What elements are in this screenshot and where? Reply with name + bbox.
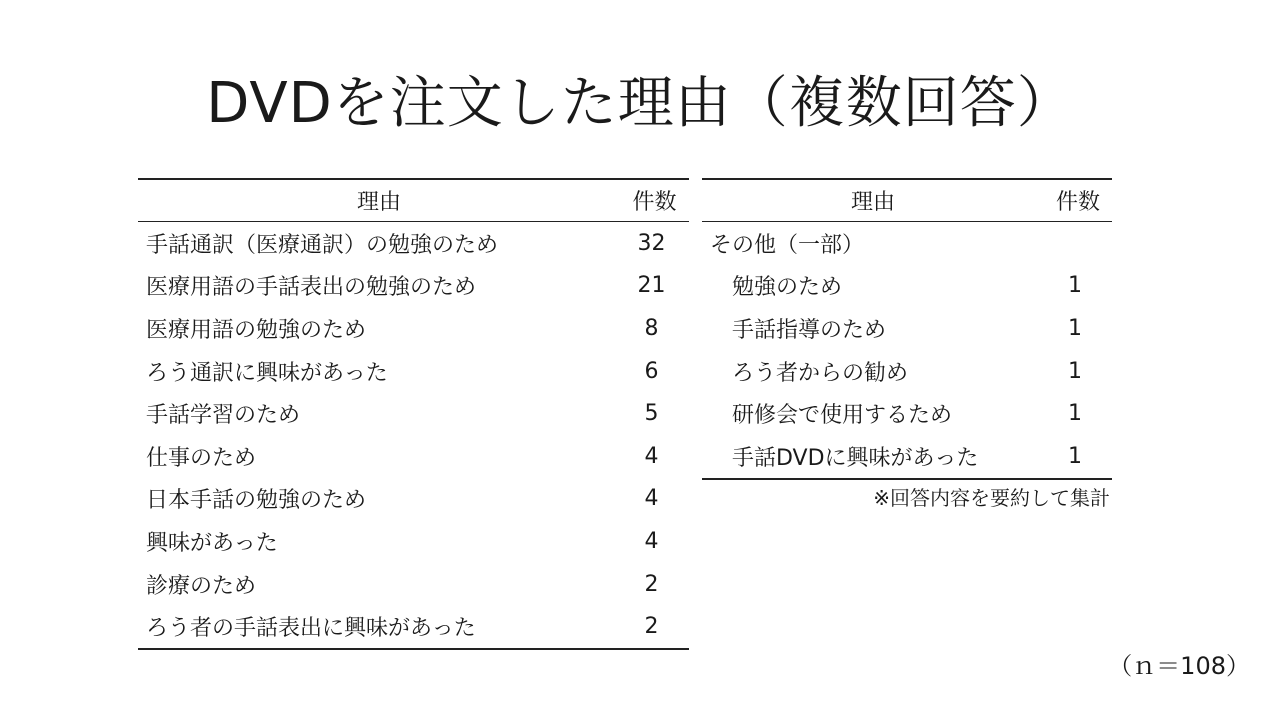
- count-cell: 4: [644, 486, 659, 512]
- reason-cell: 研修会で使用するため: [732, 403, 953, 429]
- sample-size-label: （ｎ＝108）: [1108, 652, 1250, 680]
- table-header-row: [138, 179, 689, 222]
- table-row: [138, 520, 689, 563]
- reasons-table-other: [702, 178, 1112, 480]
- reason-cell: 手話指導のため: [732, 317, 887, 343]
- count-cell: 1: [1068, 273, 1082, 299]
- reason-cell: ろう通訳に興味があった: [146, 360, 388, 386]
- table-header-row: [702, 179, 1112, 222]
- reason-cell: 仕事のため: [146, 445, 257, 471]
- summary-note: ※回答内容を要約して集計: [873, 486, 1110, 510]
- count-cell: 4: [644, 528, 659, 554]
- table-row: [138, 605, 689, 649]
- reason-cell: 興味があった: [146, 530, 278, 556]
- count-cell: 4: [644, 443, 659, 469]
- count-cell: 21: [637, 273, 666, 299]
- page-title: DVDを注文した理由（複数回答）: [206, 71, 1074, 136]
- column-header-count: 件数: [620, 179, 689, 222]
- count-cell-empty: [1044, 222, 1112, 265]
- count-cell: 1: [1068, 315, 1082, 341]
- count-cell: 2: [644, 571, 659, 597]
- reason-cell: 診療のため: [146, 573, 257, 599]
- table-row: [138, 478, 689, 521]
- table-row: [138, 350, 689, 393]
- reason-cell: ろう者の手話表出に興味があった: [138, 605, 620, 649]
- count-cell: 1: [1044, 435, 1112, 479]
- reason-cell: 手話DVDに興味があった: [702, 435, 1044, 479]
- reason-cell: 手話学習のため: [146, 403, 301, 429]
- table-row: [702, 392, 1112, 435]
- column-header-reason: 理由: [138, 179, 620, 222]
- count-cell: 8: [644, 315, 659, 341]
- column-header-count: 件数: [1044, 179, 1112, 222]
- table-row: [138, 222, 689, 265]
- table-row: [138, 307, 689, 350]
- reason-cell: 勉強のため: [732, 275, 843, 301]
- table-row: [702, 307, 1112, 350]
- count-cell: 1: [1068, 401, 1082, 427]
- reason-cell: 日本手話の勉強のため: [146, 488, 367, 514]
- reason-cell: 医療用語の勉強のため: [146, 317, 367, 343]
- table-row: [138, 265, 689, 308]
- count-cell: 5: [644, 401, 659, 427]
- table-row: [138, 435, 689, 478]
- reason-cell: 手話通訳（医療通訳）の勉強のため: [146, 232, 499, 258]
- count-cell: 1: [1068, 358, 1082, 384]
- reasons-table-main: [138, 178, 689, 650]
- column-header-reason: 理由: [702, 179, 1044, 222]
- count-cell: 6: [644, 358, 659, 384]
- table-row: [138, 392, 689, 435]
- table-row: [702, 350, 1112, 393]
- count-cell: 2: [620, 605, 689, 649]
- count-cell: 32: [637, 230, 666, 256]
- table-row: [702, 435, 1112, 479]
- table-row: [702, 265, 1112, 308]
- reason-cell: ろう者からの勧め: [732, 360, 909, 386]
- reason-cell: 医療用語の手話表出の勉強のため: [146, 275, 477, 301]
- table-row: [138, 563, 689, 606]
- group-label: その他（一部）: [710, 232, 865, 258]
- group-row: [702, 222, 1112, 265]
